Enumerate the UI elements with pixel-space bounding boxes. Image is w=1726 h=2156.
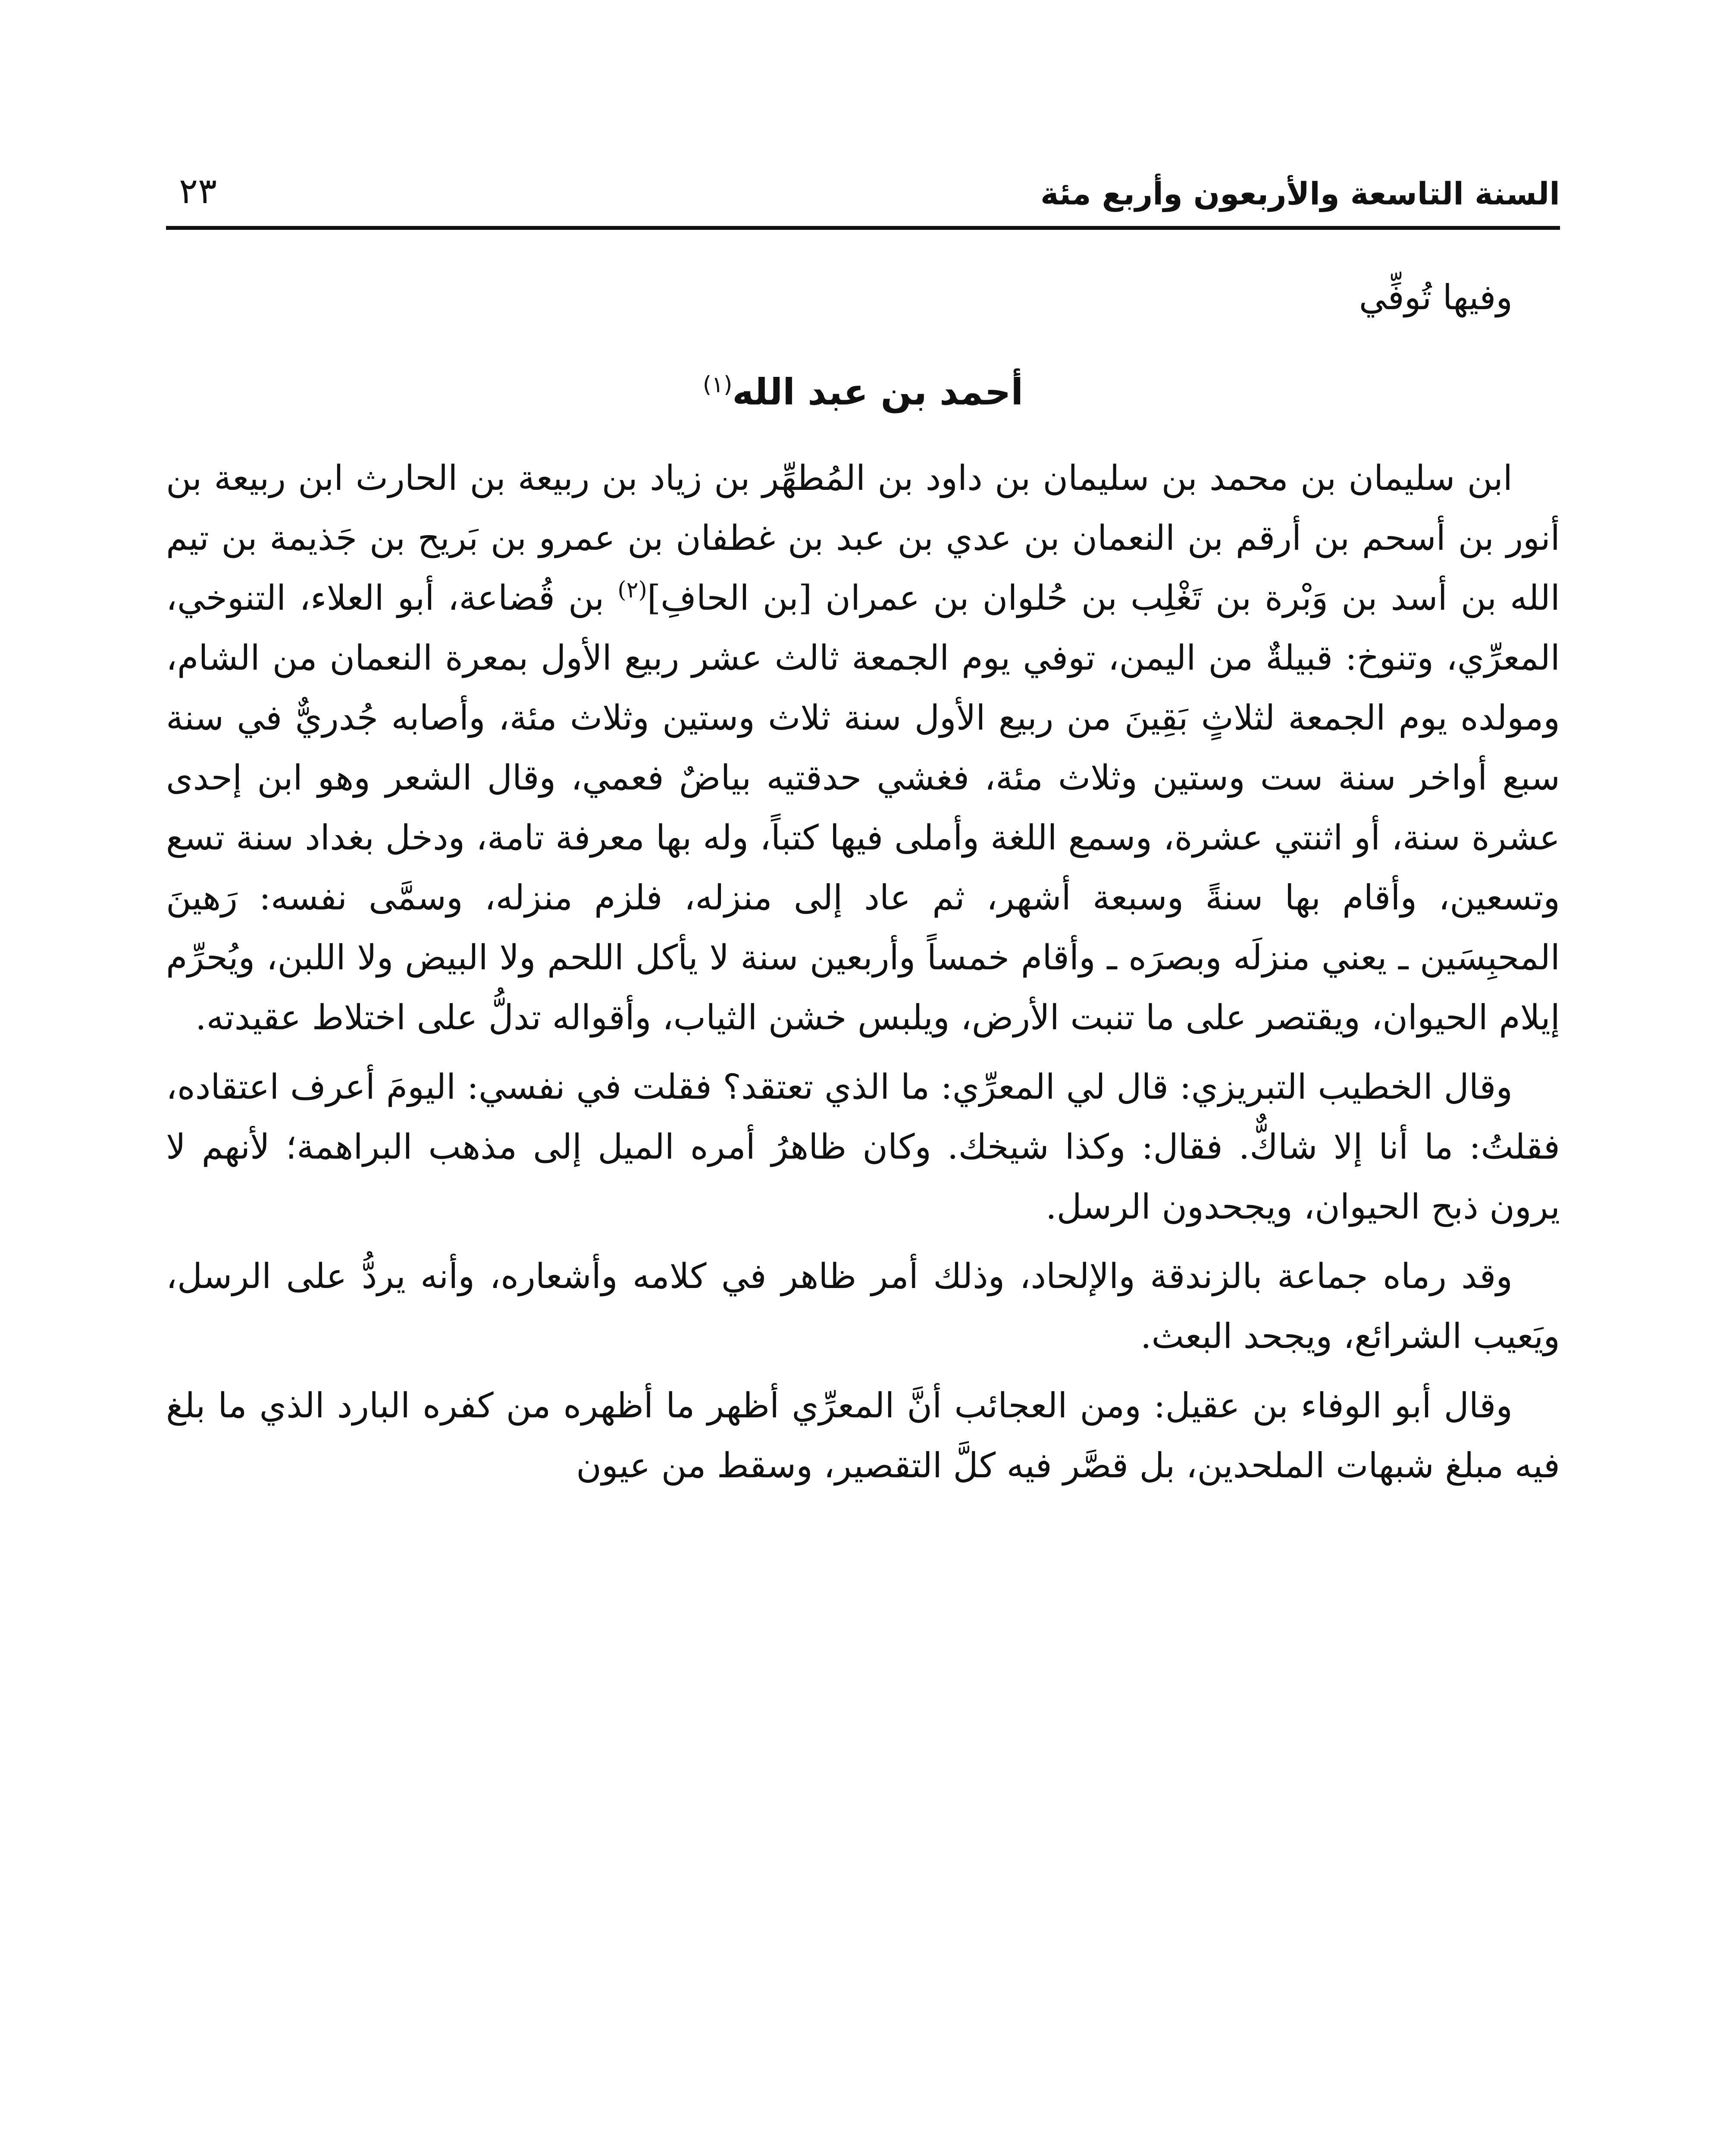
footnote-ref-1: (١): [702, 372, 733, 398]
running-header: [166, 170, 1560, 218]
intro-line: وفيها تُوفِّي: [1359, 277, 1513, 317]
main-text: [166, 267, 1560, 1495]
entry-heading-name: أحمد بن عبد الله: [732, 371, 1024, 413]
paragraph-zandaqa: وقد رماه جماعة بالزندقة والإلحاد، وذلك أمر ظاهر في كلامه وأشعاره، وأنه يردُّ على الرسل، ويَعيب الشرائع، ويجحد البعث.: [166, 1256, 1560, 1356]
header-divider: [166, 226, 1560, 230]
paragraph-tabrizi: وقال الخطيب التبريزي: قال لي المعرِّي: ما الذي تعتقد؟ فقلت في نفسي: اليومَ أعرف اعتقاده، فقلتُ: ما أنا إلا شاكٌّ. فقال: وكذا شيخك. وكان ظاهرُ أمره الميل إلى مذهب البراهمة؛ لأنهم لا يرون ذبح الحيوان، ويجحدون الرسل.: [166, 1067, 1560, 1227]
page-number: ٢٣: [179, 171, 217, 212]
paragraph-ibn-aqil: وقال أبو الوفاء بن عقيل: ومن العجائب أنَّ المعرِّي أظهر ما أظهره من كفره البارد الذي ما بلغ فيه مبلغ شبهات الملحدين، بل قصَّر فيه كلَّ التقصير، وسقط من عيون: [166, 1385, 1560, 1485]
biography-text-part-2: بن قُضاعة، أبو العلاء، التنوخي، المعرِّي، وتنوخ: قبيلةٌ من اليمن، توفي يوم الجمعة ثالث عشر ربيع الأول بمعرة النعمان من الشام، ومولده يوم الجمعة لثلاثٍ بَقِينَ من ربيع الأول سنة ثلاث وستين وثلاث مئة، وأصابه جُدريٌّ في سنة سبع أواخر سنة ست وستين وثلاث مئة، فغشي حدقتيه بياضٌ فعمي، وقال الشعر وهو ابن إحدى عشرة سنة، أو اثنتي عشرة، وسمع اللغة وأملى فيها كتباً، وله بها معرفة تامة، ودخل بغداد سنة تسع وتسعين، وأقام بها سنةً وسبعة أشهر، ثم عاد إلى منزله، فلزم منزله، وسمَّى نفسه: رَهينَ المحبِسَين ـ يعني منزلَه وبصرَه ـ وأقام خمساً وأربعين سنة لا يأكل اللحم ولا البيض ولا اللبن، ويُحرِّم إيلام الحيوان، ويقتصر على ما تنبت الأرض، ويلبس خشن الثياب، وأقواله تدلُّ على اختلاط عقيدته.: [166, 578, 1560, 1037]
footnote-ref-2: (٢): [617, 577, 647, 603]
biography-text-part-1: ابن سليمان بن محمد بن سليمان بن داود بن المُطهِّر بن زياد بن ربيعة بن الحارث ابن ربيعة بن أنور بن أسحم بن أرقم بن النعمان بن عدي بن عبد بن غطفان بن عمرو بن بَريح بن جَذيمة بن تيم الله بن أسد بن وَبْرة بن تَغْلِب بن حُلوان بن عمران [بن الحافِ]: [166, 458, 1560, 618]
running-title: السنة التاسعة والأربعون وأربع مئة: [1040, 175, 1560, 212]
paragraph-biography: [166, 448, 1560, 1047]
entry-heading: [166, 366, 1560, 418]
